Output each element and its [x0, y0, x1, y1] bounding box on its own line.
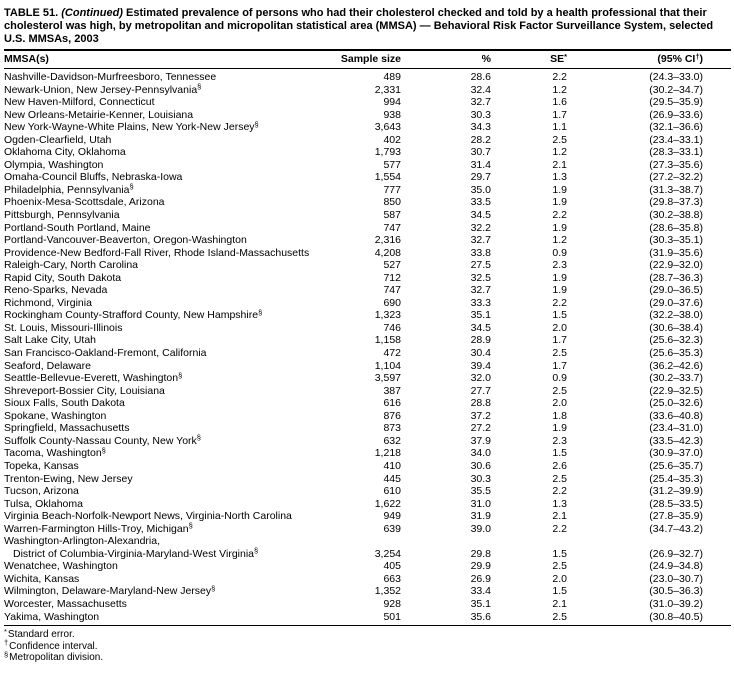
se-cell: 2.0	[552, 572, 567, 585]
se-cell: 1.9	[552, 196, 567, 209]
table-row	[4, 347, 731, 360]
sample-size-cell: 1,352	[374, 585, 401, 598]
table-number: TABLE 51.	[4, 7, 59, 19]
table-row	[4, 184, 731, 197]
mmsa-name-cell: Seattle-Bellevue-Everett, Washington§	[4, 370, 183, 385]
ci-cell: (22.9–32.0)	[649, 259, 703, 272]
mmsa-name-cell: Washington-Arlington-Alexandria, District of Columbia-Virginia-Maryland-West Virginia§	[4, 535, 259, 560]
se-cell: 2.5	[552, 347, 567, 360]
sample-size-cell: 3,643	[374, 121, 401, 134]
percent-cell: 34.5	[470, 209, 491, 222]
sample-size-cell: 632	[383, 434, 401, 447]
se-label: SE	[550, 53, 565, 65]
sample-size-cell: 1,554	[374, 171, 401, 184]
se-cell: 1.9	[552, 284, 567, 297]
sample-size-cell: 747	[383, 284, 401, 297]
sample-size-cell: 928	[383, 597, 401, 610]
percent-cell: 35.5	[470, 485, 491, 498]
sample-size-cell: 527	[383, 259, 401, 272]
mmsa-name-cell: Tulsa, Oklahoma	[4, 497, 83, 510]
se-cell: 2.5	[552, 560, 567, 573]
percent-cell: 32.7	[470, 284, 491, 297]
mmsa-name-cell: Reno-Sparks, Nevada	[4, 284, 108, 297]
ci-cell: (28.6–35.8)	[649, 221, 703, 234]
mmsa-name-cell: Newark-Union, New Jersey-Pennsylvania§	[4, 82, 202, 96]
mmsa-name-cell: Shreveport-Bossier City, Louisiana	[4, 384, 165, 397]
footnote-text: Standard error.	[7, 629, 75, 641]
mmsa-name-cell: Springfield, Massachusetts	[4, 422, 130, 435]
sample-size-cell: 938	[383, 108, 401, 121]
asterisk-marker: *	[4, 626, 7, 636]
percent-cell: 37.2	[470, 409, 491, 422]
percent-cell: 28.2	[470, 133, 491, 146]
ci-cell: (25.4–35.3)	[649, 472, 703, 485]
mmsa-name-cell: San Francisco-Oakland-Fremont, California	[4, 347, 207, 360]
ci-cell: (26.9–33.6)	[649, 108, 703, 121]
percent-cell: 35.1	[470, 309, 491, 322]
ci-cell: (25.0–32.6)	[649, 397, 703, 410]
percent-cell: 35.1	[470, 597, 491, 610]
table-row	[4, 121, 731, 134]
se-cell: 1.2	[552, 83, 567, 96]
se-cell: 1.7	[552, 334, 567, 347]
header-ci	[567, 50, 731, 69]
table-row	[4, 585, 731, 598]
se-cell: 2.1	[552, 510, 567, 523]
se-cell: 1.9	[552, 221, 567, 234]
ci-cell: (32.2–38.0)	[649, 309, 703, 322]
division-marker: §	[254, 119, 259, 129]
percent-cell: 27.7	[470, 384, 491, 397]
percent-cell: 33.4	[470, 585, 491, 598]
division-marker: §	[129, 182, 134, 192]
percent-cell: 30.7	[470, 146, 491, 159]
ci-cell: (30.6–38.4)	[649, 321, 703, 334]
sample-size-cell: 777	[383, 183, 401, 196]
sample-size-cell: 2,331	[374, 83, 401, 96]
percent-cell: 39.4	[470, 359, 491, 372]
se-cell: 1.5	[552, 447, 567, 460]
ci-cell: (33.6–40.8)	[649, 409, 703, 422]
sample-size-cell: 639	[383, 522, 401, 535]
percent-cell: 27.2	[470, 422, 491, 435]
mmsa-name-cell: Ogden-Clearfield, Utah	[4, 133, 112, 146]
mmsa-name-cell: Tacoma, Washington§	[4, 445, 106, 460]
se-cell: 1.9	[552, 271, 567, 284]
se-cell: 2.6	[552, 459, 567, 472]
table-row	[4, 397, 731, 410]
percent-cell: 30.3	[470, 108, 491, 121]
se-cell: 2.3	[552, 434, 567, 447]
percent-cell: 34.5	[470, 321, 491, 334]
se-cell: 2.5	[552, 133, 567, 146]
table-row	[4, 96, 731, 109]
mmsa-name-cell: Omaha-Council Bluffs, Nebraska-Iowa	[4, 171, 183, 184]
footnote-confidence-interval	[4, 638, 731, 653]
dagger-marker: †	[4, 638, 9, 648]
percent-cell: 32.2	[470, 221, 491, 234]
ci-cell: (30.2–34.7)	[649, 83, 703, 96]
se-cell: 1.7	[552, 359, 567, 372]
sample-size-cell: 410	[383, 459, 401, 472]
percent-cell: 31.0	[470, 497, 491, 510]
percent-cell: 29.8	[470, 547, 491, 560]
ci-cell: (22.9–32.5)	[649, 384, 703, 397]
header-percent: %	[401, 50, 491, 69]
table-row	[4, 272, 731, 285]
percent-cell: 33.8	[470, 246, 491, 259]
sample-size-cell: 610	[383, 485, 401, 498]
footnote-text: Metropolitan division.	[9, 652, 104, 664]
mmsa-name-cell: Oklahoma City, Oklahoma	[4, 146, 126, 159]
se-cell: 2.5	[552, 610, 567, 623]
se-cell: 1.7	[552, 108, 567, 121]
table-row	[4, 498, 731, 511]
sample-size-cell: 489	[383, 71, 401, 83]
sample-size-cell: 3,597	[374, 372, 401, 385]
ci-cell: (26.9–32.7)	[649, 547, 703, 560]
ci-cell: (31.9–35.6)	[649, 246, 703, 259]
se-cell: 1.5	[552, 547, 567, 560]
header-mmsa: MMSA(s)	[4, 50, 305, 69]
mmsa-name-cell: New Haven-Milford, Connecticut	[4, 96, 155, 109]
sample-size-cell: 405	[383, 560, 401, 573]
se-cell: 2.2	[552, 522, 567, 535]
table-row	[4, 485, 731, 498]
mmsa-name-cell: Warren-Farmington Hills-Troy, Michigan§	[4, 521, 193, 535]
mmsa-name-cell: Topeka, Kansas	[4, 459, 79, 472]
table-row	[4, 535, 731, 560]
sample-size-cell: 1,218	[374, 447, 401, 460]
table-row	[4, 573, 731, 586]
ci-label: (95% CI	[657, 53, 696, 65]
footnote-text: Confidence interval.	[9, 640, 98, 652]
table-row	[4, 322, 731, 335]
ci-cell: (29.5–35.9)	[649, 96, 703, 109]
se-cell: 1.5	[552, 585, 567, 598]
percent-cell: 28.6	[470, 71, 491, 83]
table-row	[4, 247, 731, 260]
table-row	[4, 435, 731, 448]
sample-size-cell: 876	[383, 409, 401, 422]
ci-cell: (27.8–35.9)	[649, 510, 703, 523]
se-cell: 0.9	[552, 372, 567, 385]
header-se	[491, 50, 567, 69]
table-row	[4, 447, 731, 460]
mmsa-name-cell: Seaford, Delaware	[4, 359, 91, 372]
se-cell: 1.3	[552, 497, 567, 510]
se-cell: 2.3	[552, 259, 567, 272]
mmsa-name-cell: Tucson, Arizona	[4, 485, 79, 498]
ci-cell: (30.2–33.7)	[649, 372, 703, 385]
mmsa-name-cell: New Orleans-Metairie-Kenner, Louisiana	[4, 108, 194, 121]
table-row	[4, 171, 731, 184]
mmsa-name-cell: Pittsburgh, Pennsylvania	[4, 209, 120, 222]
ci-cell: (31.0–39.2)	[649, 597, 703, 610]
table-row	[4, 209, 731, 222]
ci-cell: (31.3–38.7)	[649, 183, 703, 196]
sample-size-cell: 663	[383, 572, 401, 585]
mmsa-name-cell: Phoenix-Mesa-Scottsdale, Arizona	[4, 196, 165, 209]
percent-cell: 33.3	[470, 296, 491, 309]
ci-cell: (28.3–33.1)	[649, 146, 703, 159]
percent-cell: 30.4	[470, 347, 491, 360]
ci-cell: (23.4–31.0)	[649, 422, 703, 435]
ci-cell: (30.2–38.8)	[649, 209, 703, 222]
table-row	[4, 410, 731, 423]
se-cell: 2.2	[552, 209, 567, 222]
percent-cell: 31.9	[470, 510, 491, 523]
sample-size-cell: 1,104	[374, 359, 401, 372]
table-row	[4, 297, 731, 310]
header-sample-size: Sample size	[305, 50, 401, 69]
percent-cell: 35.0	[470, 183, 491, 196]
table-row	[4, 611, 731, 626]
mmsa-name-cell: Olympia, Washington	[4, 158, 104, 171]
mmsa-name-cell: St. Louis, Missouri-Illinois	[4, 321, 123, 334]
mmsa-name-cell: Raleigh-Cary, North Carolina	[4, 259, 139, 272]
footnote-metropolitan-division	[4, 649, 731, 664]
ci-cell: (34.7–43.2)	[649, 522, 703, 535]
sample-size-cell: 4,208	[374, 246, 401, 259]
percent-cell: 32.4	[470, 83, 491, 96]
sample-size-cell: 445	[383, 472, 401, 485]
sample-size-cell: 1,793	[374, 146, 401, 159]
sample-size-cell: 402	[383, 133, 401, 146]
table-row	[4, 109, 731, 122]
ci-cell: (23.4–33.1)	[649, 133, 703, 146]
percent-cell: 30.3	[470, 472, 491, 485]
percent-cell: 39.0	[470, 522, 491, 535]
sample-size-cell: 2,316	[374, 234, 401, 247]
se-cell: 2.1	[552, 158, 567, 171]
se-cell: 2.5	[552, 384, 567, 397]
se-cell: 1.5	[552, 309, 567, 322]
mmsa-name-cell: Portland-Vancouver-Beaverton, Oregon-Washington	[4, 234, 247, 247]
sample-size-cell: 587	[383, 209, 401, 222]
se-cell: 1.8	[552, 409, 567, 422]
division-marker: §	[196, 433, 201, 443]
se-cell: 1.1	[552, 121, 567, 134]
mmsa-name-cell: Portland-South Portland, Maine	[4, 221, 151, 234]
division-marker: §	[178, 370, 183, 380]
mmsa-name-cell: Trenton-Ewing, New Jersey	[4, 472, 133, 485]
percent-cell: 37.9	[470, 434, 491, 447]
ci-cell: (36.2–42.6)	[649, 359, 703, 372]
table-row	[4, 598, 731, 611]
sample-size-cell: 850	[383, 196, 401, 209]
mmsa-name-cell: Wenatchee, Washington	[4, 560, 118, 573]
sample-size-cell: 1,323	[374, 309, 401, 322]
title-text: Estimated prevalence of persons who had their cholesterol checked and told by a health professional that their cholesterol was high, by metropolitan and micropolitan statistical area (MMSA) — Behavioral Risk Factor Surveillance System, selected U.S. MMSAs, 2003	[4, 7, 714, 45]
sample-size-cell: 577	[383, 158, 401, 171]
percent-cell: 26.9	[470, 572, 491, 585]
ci-cell: (32.1–36.6)	[649, 121, 703, 134]
ci-cell: (27.3–35.6)	[649, 158, 703, 171]
prevalence-table	[4, 49, 731, 626]
division-marker: §	[211, 583, 216, 593]
mmsa-name-cell: Virginia Beach-Norfolk-Newport News, Virginia-North Carolina	[4, 510, 292, 523]
percent-cell: 28.8	[470, 397, 491, 410]
ci-cell: (28.7–36.3)	[649, 271, 703, 284]
table-row	[4, 309, 731, 322]
mmsa-name-cell: Rapid City, South Dakota	[4, 271, 122, 284]
mmsa-name-cell: Wilmington, Delaware-Maryland-New Jersey§	[4, 583, 216, 598]
ci-cell: (30.3–35.1)	[649, 234, 703, 247]
ci-cell: (31.2–39.9)	[649, 485, 703, 498]
ci-cell: (29.8–37.3)	[649, 196, 703, 209]
table-row	[4, 360, 731, 373]
mmsa-name-cell: Salt Lake City, Utah	[4, 334, 97, 347]
se-cell: 2.1	[552, 597, 567, 610]
ci-cell: (33.5–42.3)	[649, 434, 703, 447]
division-marker: §	[101, 445, 106, 455]
table-row	[4, 146, 731, 159]
sample-size-cell: 387	[383, 384, 401, 397]
se-cell: 1.2	[552, 234, 567, 247]
percent-cell: 30.6	[470, 459, 491, 472]
division-marker: §	[197, 82, 202, 92]
sample-size-cell: 747	[383, 221, 401, 234]
sample-size-cell: 1,622	[374, 497, 401, 510]
percent-cell: 29.9	[470, 560, 491, 573]
ci-cell: (25.6–35.7)	[649, 459, 703, 472]
ci-footnote-marker: †	[695, 51, 700, 61]
table-row	[4, 222, 731, 235]
sample-size-cell: 616	[383, 397, 401, 410]
se-cell: 2.0	[552, 321, 567, 334]
table-body	[4, 69, 731, 626]
mmsa-name-cell: Philadelphia, Pennsylvania§	[4, 182, 134, 196]
ci-cell: (30.8–40.5)	[649, 610, 703, 623]
footnote-standard-error	[4, 626, 731, 641]
division-marker: §	[188, 521, 193, 531]
table-row	[4, 372, 731, 385]
ci-cell: (29.0–36.5)	[649, 284, 703, 297]
ci-cell: (25.6–32.3)	[649, 334, 703, 347]
mmsa-name-cell: Worcester, Massachusetts	[4, 597, 127, 610]
mmsa-name-cell: Rockingham County-Strafford County, New Hampshire§	[4, 307, 263, 322]
table-row	[4, 473, 731, 486]
ci-cell: (29.0–37.6)	[649, 296, 703, 309]
table-row	[4, 259, 731, 272]
continued-label: (Continued)	[61, 7, 123, 19]
ci-label-close: )	[699, 53, 703, 65]
ci-cell: (25.6–35.3)	[649, 347, 703, 360]
se-cell: 1.6	[552, 96, 567, 109]
sample-size-cell: 873	[383, 422, 401, 435]
percent-cell: 32.7	[470, 234, 491, 247]
percent-cell: 28.9	[470, 334, 491, 347]
mmsa-name-cell: Nashville-Davidson-Murfreesboro, Tennessee	[4, 71, 217, 83]
table-row	[4, 159, 731, 172]
se-cell: 0.9	[552, 246, 567, 259]
table-row	[4, 560, 731, 573]
percent-cell: 34.0	[470, 447, 491, 460]
se-cell: 2.2	[552, 296, 567, 309]
table-title	[4, 7, 731, 46]
ci-cell: (27.2–32.2)	[649, 171, 703, 184]
sample-size-cell: 994	[383, 96, 401, 109]
table-row	[4, 460, 731, 473]
table-header-row	[4, 50, 731, 69]
table-row	[4, 84, 731, 97]
ci-cell: (30.5–36.3)	[649, 585, 703, 598]
mmsa-name-cell: Yakima, Washington	[4, 610, 100, 623]
percent-cell: 32.7	[470, 96, 491, 109]
sample-size-cell: 949	[383, 510, 401, 523]
sample-size-cell: 746	[383, 321, 401, 334]
table-row	[4, 422, 731, 435]
mmsa-name-cell: Sioux Falls, South Dakota	[4, 397, 125, 410]
mmsa-name-cell: Wichita, Kansas	[4, 572, 80, 585]
percent-cell: 32.0	[470, 372, 491, 385]
percent-cell: 27.5	[470, 259, 491, 272]
section-marker: §	[4, 649, 9, 659]
percent-cell: 33.5	[470, 196, 491, 209]
table-row	[4, 196, 731, 209]
mmsa-name-cell: Spokane, Washington	[4, 409, 107, 422]
ci-cell: (23.0–30.7)	[649, 572, 703, 585]
se-cell: 1.9	[552, 183, 567, 196]
table-row	[4, 69, 731, 84]
table-row	[4, 134, 731, 147]
se-cell: 1.3	[552, 171, 567, 184]
division-marker: §	[258, 307, 263, 317]
sample-size-cell: 1,158	[374, 334, 401, 347]
table-row	[4, 523, 731, 536]
percent-cell: 29.7	[470, 171, 491, 184]
percent-cell: 35.6	[470, 610, 491, 623]
se-cell: 1.9	[552, 422, 567, 435]
mmsa-name-cell: Providence-New Bedford-Fall River, Rhode Island-Massachusetts	[4, 246, 310, 259]
se-footnote-marker: *	[564, 51, 567, 61]
ci-cell: (28.5–33.5)	[649, 497, 703, 510]
table-row	[4, 234, 731, 247]
ci-cell: (24.3–33.0)	[649, 71, 703, 83]
table-row	[4, 334, 731, 347]
ci-cell: (24.9–34.8)	[649, 560, 703, 573]
sample-size-cell: 3,254	[374, 547, 401, 560]
percent-cell: 31.4	[470, 158, 491, 171]
table-row	[4, 510, 731, 523]
mmsa-name-cell: Suffolk County-Nassau County, New York§	[4, 433, 201, 447]
sample-size-cell: 501	[383, 610, 401, 623]
percent-cell: 34.3	[470, 121, 491, 134]
table-row	[4, 284, 731, 297]
se-cell: 2.2	[552, 485, 567, 498]
ci-cell: (30.9–37.0)	[649, 447, 703, 460]
mmsa-name-cell: Richmond, Virginia	[4, 296, 92, 309]
se-cell: 2.5	[552, 472, 567, 485]
sample-size-cell: 472	[383, 347, 401, 360]
table-row	[4, 385, 731, 398]
percent-cell: 32.5	[470, 271, 491, 284]
se-cell: 2.2	[552, 71, 567, 83]
division-marker: §	[254, 546, 259, 556]
sample-size-cell: 712	[383, 271, 401, 284]
sample-size-cell: 690	[383, 296, 401, 309]
se-cell: 1.2	[552, 146, 567, 159]
se-cell: 2.0	[552, 397, 567, 410]
footnotes	[4, 626, 731, 664]
mmsa-name-cell: New York-Wayne-White Plains, New York-New Jersey§	[4, 119, 259, 134]
